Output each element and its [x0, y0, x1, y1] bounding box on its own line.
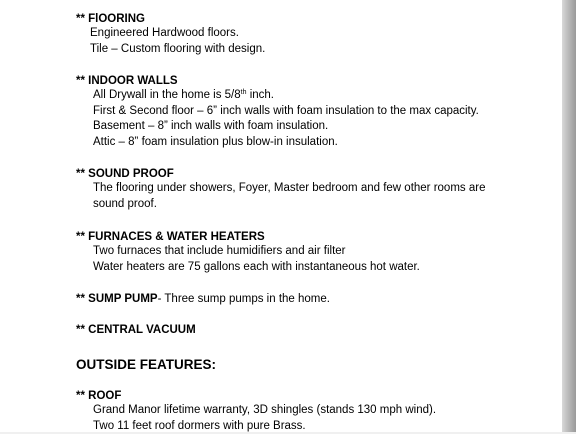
furnaces-line-2: Water heaters are 75 gallons each with instantaneous hot water. — [93, 260, 420, 276]
sound-proof-text: The flooring under showers, Foyer, Master bedroom and few other rooms are sound proof. — [93, 181, 513, 212]
outside-features-title: OUTSIDE FEATURES: — [76, 357, 216, 373]
roof-line-1: Grand Manor lifetime warranty, 3D shingles (stands 130 mph wind). — [93, 403, 436, 419]
walls-line-2: Basement – 8” inch walls with foam insulation. — [93, 119, 479, 135]
outside-features-section — [76, 357, 216, 373]
drywall-superscript: th — [241, 89, 247, 96]
flooring-line-1: Engineered Hardwood floors. — [90, 26, 265, 42]
walls-line-3: Attic – 8” foam insulation plus blow-in insulation. — [93, 135, 479, 151]
sump-pump-line — [76, 292, 330, 306]
flooring-section — [76, 12, 265, 57]
indoor-walls-heading: ** INDOOR WALLS — [76, 74, 479, 88]
furnaces-heading: ** FURNACES & WATER HEATERS — [76, 230, 420, 244]
central-vacuum-section — [76, 323, 196, 337]
central-vacuum-heading: ** CENTRAL VACUUM — [76, 323, 196, 337]
drywall-line — [93, 88, 479, 104]
sound-proof-section — [76, 167, 513, 212]
flooring-line-2: Tile – Custom flooring with design. — [90, 42, 265, 58]
sump-pump-heading: ** SUMP PUMP — [76, 293, 158, 305]
indoor-walls-section — [76, 74, 479, 150]
sump-pump-section — [76, 292, 330, 306]
furnaces-line-1: Two furnaces that include humidifiers and air filter — [93, 244, 420, 260]
roof-section — [76, 389, 436, 434]
roof-heading: ** ROOF — [76, 389, 436, 403]
sump-pump-text: - Three sump pumps in the home. — [158, 293, 330, 305]
drywall-text: All Drywall in the home is 5/8 — [93, 89, 241, 101]
page-edge — [562, 0, 576, 432]
roof-line-2: Two 11 feet roof dormers with pure Brass. — [93, 419, 436, 434]
sound-proof-heading: ** SOUND PROOF — [76, 167, 513, 181]
furnaces-section — [76, 230, 420, 275]
flooring-heading: ** FlOORING — [76, 12, 265, 26]
walls-line-1: First & Second floor – 6” inch walls with foam insulation to the max capacity. — [93, 104, 479, 120]
drywall-text-end: inch. — [247, 89, 275, 101]
